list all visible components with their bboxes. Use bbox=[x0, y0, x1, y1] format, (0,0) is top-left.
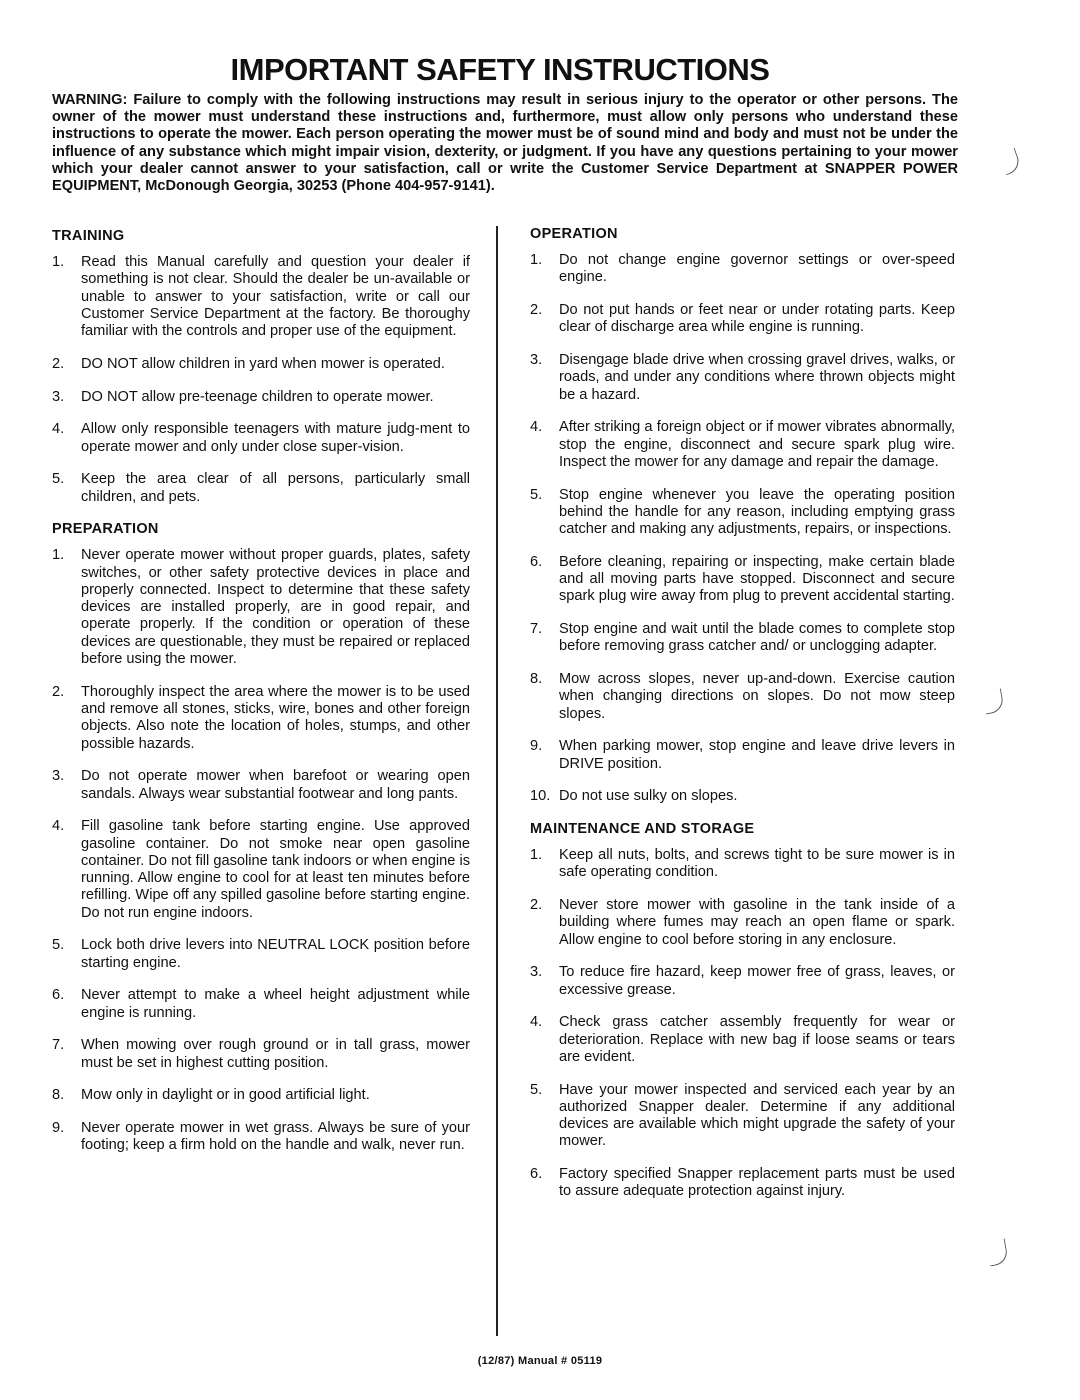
column-divider bbox=[496, 226, 498, 1336]
item-number: 4. bbox=[530, 419, 543, 436]
scan-mark bbox=[999, 148, 1023, 175]
list-item bbox=[530, 788, 955, 805]
item-text: Stop engine whenever you leave the operating position behind the handle for any reason, including emptying grass catcher and making any adjustments, repairs, or inspections. bbox=[559, 486, 955, 538]
item-text: Before cleaning, repairing or inspecting, make certain blade and all moving parts have stopped. Disconnect and secure spark plug wire away from plug to prevent accidental starting. bbox=[559, 553, 955, 605]
training-list bbox=[52, 254, 470, 506]
item-text: Never store mower with gasoline in the tank inside of a building where fumes may reach an open flame or spark. Allow engine to cool before storing in any enclosure. bbox=[559, 897, 955, 948]
list-item bbox=[530, 1014, 955, 1066]
item-number: 10. bbox=[530, 788, 551, 805]
left-column bbox=[52, 228, 470, 1170]
item-number: 1. bbox=[530, 847, 543, 864]
item-number: 6. bbox=[530, 1166, 543, 1183]
item-number: 7. bbox=[530, 621, 543, 638]
item-text: When parking mower, stop engine and leave drive levers in DRIVE position. bbox=[559, 738, 955, 772]
item-text: Do not change engine governor settings or over-speed engine. bbox=[559, 252, 955, 286]
item-number: 3. bbox=[52, 768, 65, 785]
item-number: 5. bbox=[52, 471, 65, 488]
item-text: Lock both drive levers into NEUTRAL LOCK position before starting engine. bbox=[81, 937, 470, 971]
item-text: Keep the area clear of all persons, particularly small children, and pets. bbox=[81, 471, 470, 505]
list-item bbox=[52, 818, 470, 922]
item-text: Never operate mower in wet grass. Always be sure of your footing; keep a firm hold on the handle and walk, never run. bbox=[81, 1120, 470, 1154]
item-text: Disengage blade drive when crossing gravel drives, walks, or roads, and under any conditions where thrown objects might be a hazard. bbox=[559, 351, 955, 403]
item-text: DO NOT allow children in yard when mower is operated. bbox=[81, 355, 445, 372]
list-item bbox=[52, 1120, 470, 1155]
item-number: 3. bbox=[530, 964, 543, 981]
manual-footer: (12/87) Manual # 05119 bbox=[477, 1355, 603, 1367]
list-item bbox=[52, 356, 470, 373]
section-operation bbox=[530, 226, 955, 806]
warning-paragraph: WARNING: Failure to comply with the following instructions may result in serious injury to the operator or other persons. The owner of the mower must understand these instructions and, furthermore, must allow only persons who understand these instructions to operate the mower. Each person operating the mower must be of sound mind and body and must not be under the influence of any substance which might impair vision, dexterity, or judgment. If you have any questions pertaining to your mower which your dealer cannot answer to your satisfaction, call or write the Customer Service Department at SNAPPER POWER EQUIPMENT, McDonough Georgia, 30253 (Phone 404-957-9141). bbox=[52, 92, 958, 195]
list-item bbox=[530, 252, 955, 287]
item-number: 2. bbox=[530, 301, 543, 318]
item-number: 6. bbox=[52, 987, 65, 1004]
item-number: 4. bbox=[52, 421, 65, 438]
list-item bbox=[530, 738, 955, 773]
list-item bbox=[530, 847, 955, 882]
item-number: 8. bbox=[530, 671, 543, 688]
item-text: Thoroughly inspect the area where the mower is to be used and remove all stones, sticks, wire, bones and other foreign objects. Also note the location of holes, stumps, and other possible hazards. bbox=[81, 683, 470, 752]
item-text: Never attempt to make a wheel height adjustment while engine is running. bbox=[81, 987, 470, 1021]
list-item bbox=[530, 1082, 955, 1151]
item-number: 7. bbox=[52, 1037, 65, 1054]
item-text: Do not operate mower when barefoot or wearing open sandals. Always wear substantial footwear and long pants. bbox=[81, 768, 470, 802]
list-item bbox=[530, 554, 955, 606]
item-number: 9. bbox=[52, 1120, 65, 1137]
item-text: After striking a foreign object or if mower vibrates abnormally, stop the engine, disconnect and secure spark plug wire. Inspect the mower for any damage and repair the damage. bbox=[559, 419, 955, 470]
section-training bbox=[52, 228, 470, 506]
list-item bbox=[52, 684, 470, 753]
item-text: Have your mower inspected and serviced each year by an authorized Snapper dealer. Determine if any additional devices are available which might upgrade the safety of your mower. bbox=[559, 1081, 955, 1150]
item-number: 4. bbox=[52, 818, 65, 835]
item-text: Never operate mower without proper guards, plates, safety switches, or other safety protective devices in place and properly connected. Inspect to determine that these safety devices are installed properly, are in good repair, and operate properly. If the condition or operation of these devices are questionable, they must be repaired or replaced before using the mower. bbox=[81, 547, 470, 667]
item-text: Factory specified Snapper replacement parts must be used to assure adequate protection against injury. bbox=[559, 1166, 955, 1200]
item-text: Keep all nuts, bolts, and screws tight to be sure mower is in safe operating condition. bbox=[559, 847, 955, 881]
right-column bbox=[530, 226, 955, 1216]
item-number: 1. bbox=[52, 254, 65, 270]
list-item bbox=[530, 419, 955, 471]
item-text: Mow only in daylight or in good artificial light. bbox=[81, 1087, 370, 1104]
list-item bbox=[52, 547, 470, 668]
item-text: Check grass catcher assembly frequently for wear or deterioration. Replace with new bag if loose seams or tears are evident. bbox=[559, 1014, 955, 1065]
list-item bbox=[52, 389, 470, 406]
item-number: 2. bbox=[52, 683, 65, 700]
list-item bbox=[530, 621, 955, 656]
list-item bbox=[530, 964, 955, 999]
section-heading-preparation: PREPARATION bbox=[52, 521, 159, 538]
maintenance-list bbox=[530, 847, 955, 1201]
section-maintenance bbox=[530, 821, 955, 1201]
preparation-list bbox=[52, 547, 470, 1154]
item-text: Read this Manual carefully and question your dealer if something is not clear. Should the dealer be un-available or unable to answer to your satisfaction, write or call our Customer Service Department at the factory. Be thoroughy familiar with the controls and proper use of the equipment. bbox=[81, 254, 470, 340]
list-item bbox=[530, 671, 955, 723]
item-number: 1. bbox=[52, 547, 65, 564]
scan-mark bbox=[986, 1239, 1009, 1267]
item-text: Mow across slopes, never up-and-down. Exercise caution when changing directions on slopes. Do not mow steep slopes. bbox=[559, 671, 955, 722]
list-item bbox=[52, 768, 470, 803]
list-item bbox=[530, 487, 955, 539]
item-text: When mowing over rough ground or in tall grass, mower must be set in highest cutting position. bbox=[81, 1037, 470, 1071]
item-number: 3. bbox=[530, 351, 543, 368]
list-item bbox=[52, 421, 470, 456]
list-item bbox=[52, 471, 470, 506]
list-item bbox=[52, 254, 470, 340]
page-title: IMPORTANT SAFETY INSTRUCTIONS bbox=[230, 52, 770, 87]
item-number: 6. bbox=[530, 553, 543, 570]
list-item bbox=[52, 937, 470, 972]
item-text: Stop engine and wait until the blade comes to complete stop before removing grass catcher and/ or unclogging adapter. bbox=[559, 621, 955, 655]
item-text: Allow only responsible teenagers with mature judg-ment to operate mower and only under close super-vision. bbox=[81, 421, 470, 455]
item-number: 2. bbox=[52, 355, 65, 372]
item-text: Fill gasoline tank before starting engine. Use approved gasoline container. Do not smoke near open gasoline container. Do not fill gasoline tank indoors or when engine is running. Allow engine to cool for at least ten minutes before refilling. Wipe off any spilled gasoline before starting engine. Do not run engine indoors. bbox=[81, 818, 470, 921]
item-number: 3. bbox=[52, 388, 65, 405]
section-heading-operation: OPERATION bbox=[530, 226, 618, 242]
section-preparation bbox=[52, 521, 470, 1154]
operation-list bbox=[530, 252, 955, 806]
list-item bbox=[52, 987, 470, 1022]
item-number: 5. bbox=[52, 937, 65, 954]
list-item bbox=[530, 1166, 955, 1201]
item-number: 5. bbox=[530, 1081, 543, 1098]
list-item bbox=[52, 1087, 470, 1104]
item-text: Do not use sulky on slopes. bbox=[559, 788, 738, 805]
item-text: DO NOT allow pre-teenage children to operate mower. bbox=[81, 388, 434, 405]
item-text: Do not put hands or feet near or under rotating parts. Keep clear of discharge area while engine is running. bbox=[559, 301, 955, 336]
list-item bbox=[52, 1037, 470, 1072]
item-number: 2. bbox=[530, 897, 543, 914]
item-number: 8. bbox=[52, 1087, 65, 1104]
item-number: 4. bbox=[530, 1014, 543, 1031]
item-number: 9. bbox=[530, 738, 543, 755]
list-item bbox=[530, 897, 955, 949]
item-text: To reduce fire hazard, keep mower free of grass, leaves, or excessive grease. bbox=[559, 964, 955, 998]
item-number: 1. bbox=[530, 252, 543, 268]
section-heading-maintenance: MAINTENANCE AND STORAGE bbox=[530, 821, 755, 838]
item-number: 5. bbox=[530, 486, 543, 503]
list-item bbox=[530, 302, 955, 337]
scan-mark bbox=[982, 689, 1005, 715]
section-heading-training: TRAINING bbox=[52, 228, 125, 244]
list-item bbox=[530, 352, 955, 404]
